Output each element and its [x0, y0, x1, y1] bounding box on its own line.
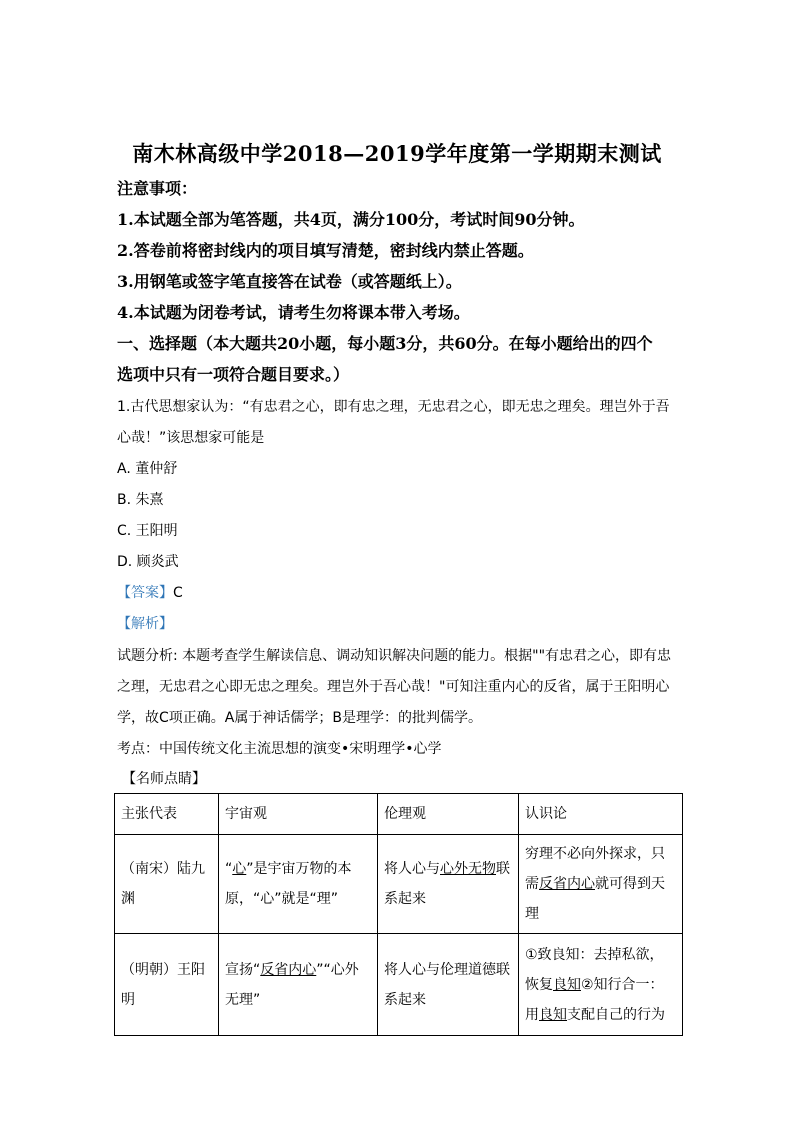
analysis-tag: 【解析】	[117, 616, 173, 632]
section-heading-cont: 选项中只有一项符合题目要求。）	[117, 365, 350, 384]
notice-item: 4.本试题为闭卷考试，请考生勿将课本带入考场。	[117, 303, 470, 322]
option-c: C. 王阳明	[117, 523, 178, 539]
table-cell: “心”是宇宙万物的本原，“心”就是“理”	[219, 835, 378, 934]
header-cell: 主张代表	[115, 794, 219, 835]
table-cell: 宣扬“反省内心”“心外无理”	[219, 934, 378, 1036]
table-row	[115, 934, 683, 1036]
notice-item: 2.答卷前将密封线内的项目填写清楚，密封线内禁止答题。	[117, 241, 534, 260]
comparison-table	[114, 793, 683, 1036]
option-d: D. 顾炎武	[117, 554, 179, 570]
analysis-text: 试题分析: 本题考查学生解读信息、调动知识解决问题的能力。根据""有忠君之心，即有忠	[117, 648, 672, 664]
option-b: B. 朱熹	[117, 492, 164, 508]
kaodian-text: 考点：中国传统文化主流思想的演变•宋明理学•心学	[117, 741, 442, 757]
table-cell: ①致良知：去掉私欲，恢复良知②知行合一：用良知支配自己的行为	[519, 934, 683, 1036]
answer-line	[117, 582, 183, 602]
notice-item: 1.本试题全部为笔答题，共4页，满分100分，考试时间90分钟。	[117, 210, 585, 229]
analysis-text: 学，故C项正确。A属于神话儒学；B是理学：的批判儒学。	[117, 710, 482, 726]
table-cell: （南宋）陆九渊	[115, 835, 219, 934]
analysis-tag-line	[117, 613, 173, 633]
analysis-text: 之理，无忠君之心即无忠之理矣。理岂外于吾心哉！"可知注重内心的反省，属于王阳明心	[117, 679, 670, 695]
tip-heading: 【名师点睛】	[122, 771, 206, 787]
question-stem-cont: 心哉！”该思想家可能是	[117, 430, 265, 446]
table-cell: （明朝）王阳明	[115, 934, 219, 1036]
answer-value: C	[173, 585, 183, 601]
table-header-row	[115, 794, 683, 835]
table-cell: 穷理不必向外探求，只需反省内心就可得到天理	[519, 835, 683, 934]
header-cell: 伦理观	[378, 794, 519, 835]
table-cell: 将人心与伦理道德联系起来	[378, 934, 519, 1036]
section-heading: 一、选择题（本大题共20小题，每小题3分，共60分。在每小题给出的四个	[117, 334, 653, 353]
notice-heading: 注意事项：	[117, 179, 198, 198]
answer-tag: 【答案】	[117, 585, 173, 601]
header-cell: 宇宙观	[219, 794, 378, 835]
question-stem: 1.古代思想家认为：“有忠君之心，即有忠之理，无忠君之心，即无忠之理矣。理岂外于吾	[117, 399, 670, 415]
table-row	[115, 835, 683, 934]
exam-title: 南木林高级中学2018—2019学年度第一学期期末测试	[132, 141, 662, 166]
header-cell: 认识论	[519, 794, 683, 835]
notice-item: 3.用钢笔或签字笔直接答在试卷（或答题纸上）。	[117, 272, 462, 291]
table-cell: 将人心与心外无物联系起来	[378, 835, 519, 934]
option-a: A. 董仲舒	[117, 461, 178, 477]
